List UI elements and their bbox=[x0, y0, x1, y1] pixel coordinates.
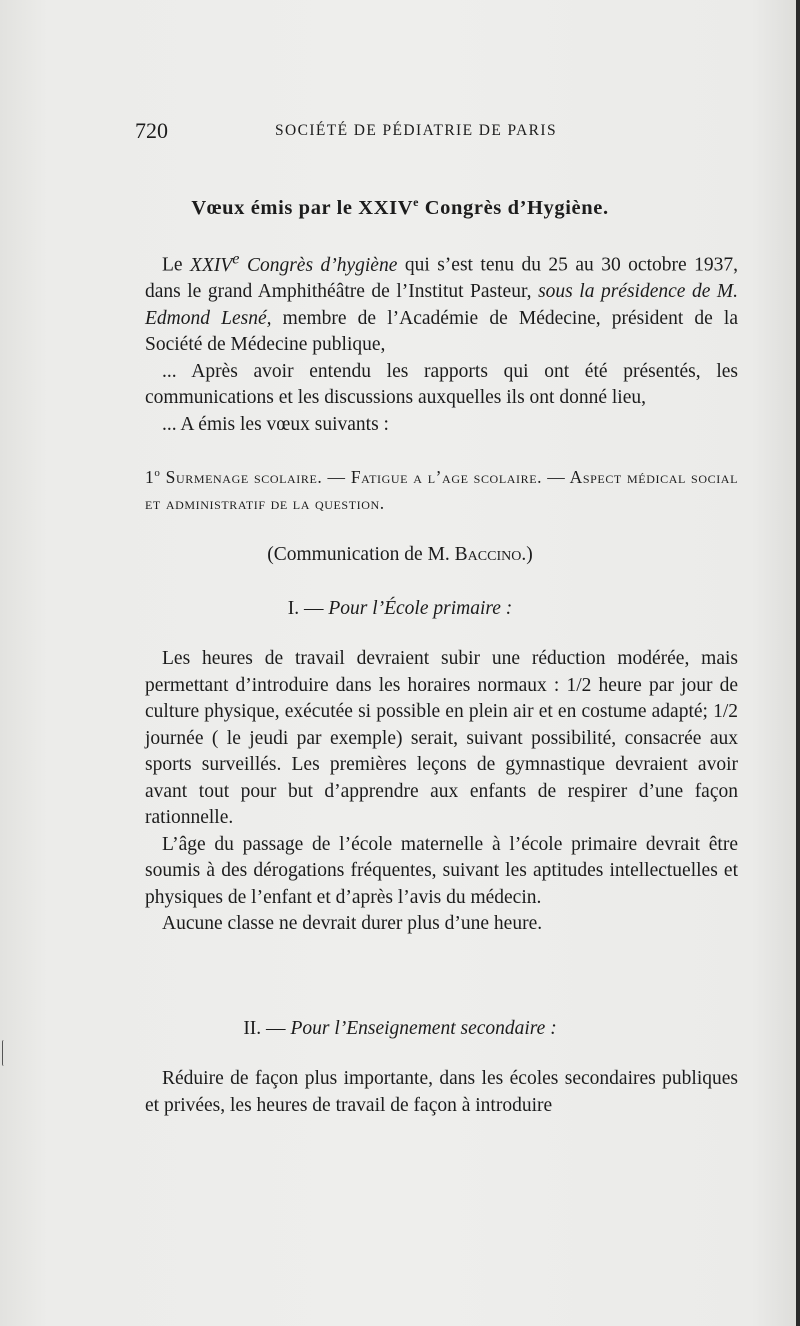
section-number-sup: o bbox=[154, 467, 161, 479]
intro-em-2: Congrès d’hygiène bbox=[239, 254, 398, 276]
intro-em-3: sous la présidence de M. Edmond Lesné, bbox=[145, 281, 738, 329]
secondary-section-text bbox=[145, 1066, 738, 1119]
primary-paragraph-1: Les heures de travail devraient subir une réduction modérée, mais permettant d’introduire dans les horaires normaux : 1/2 heure par jour de culture physique, exécutée si possible en plein air et en costume adapté; 1/2 journée ( le jeudi par exemple) serait, suivant possibilité, consacrée aux sports surveillés. Les premières leçons de gymnastique devraient avoir avant tout pour but d’apprendre aux enfants de respirer d’une façon rationnelle. bbox=[145, 648, 738, 828]
section-number: 1 bbox=[145, 466, 155, 487]
intro-paragraph-2: ... Après avoir entendu les rapports qui ont été présentés, les communications et les discussions auxquelles ils ont donné lieu, bbox=[145, 360, 738, 408]
communication-credit bbox=[0, 544, 800, 566]
intro-em-1-sup: e bbox=[232, 249, 240, 267]
subheading-primary-num: I. — bbox=[287, 598, 329, 619]
section-heading-text: Surmenage scolaire. — Fatigue a l’age scolaire. — Aspect médical social et administratif de la question. bbox=[145, 466, 738, 514]
running-title: SOCIÉTÉ DE PÉDIATRIE DE PARIS bbox=[275, 122, 558, 139]
secondary-paragraph-1: Réduire de façon plus importante, dans les écoles secondaires publiques et privées, les heures de travail de façon à introduire bbox=[145, 1068, 738, 1116]
subheading-secondary bbox=[0, 1018, 800, 1040]
primary-paragraph-2: L’âge du passage de l’école maternelle à l’école primaire devrait être soumis à des dérogations fréquentes, suivant les aptitudes intellectuelles et physiques de l’enfant et d’après l’avis du médecin. bbox=[145, 833, 738, 908]
intro-paragraph-3: ... A émis les vœux suivants : bbox=[162, 413, 389, 435]
subheading-primary bbox=[0, 598, 800, 620]
intro-text-a: Le bbox=[162, 254, 191, 276]
intro-em-1 bbox=[190, 249, 398, 276]
title-sup: e bbox=[413, 195, 420, 209]
subheading-secondary-num: II. — bbox=[243, 1018, 291, 1039]
subheading-secondary-text: Pour l’Enseignement secondaire : bbox=[290, 1018, 557, 1039]
intro-text-b: qui s’est tenu du 25 au 30 octobre 1937, dans le grand Amphithéâtre de l’Institut Pasteur, bbox=[145, 254, 738, 302]
intro-text bbox=[145, 245, 738, 438]
primary-paragraph-3: Aucune classe ne devrait durer plus d’une heure. bbox=[162, 913, 543, 934]
primary-section-text bbox=[145, 646, 738, 938]
communication-author: Baccino bbox=[454, 544, 522, 565]
communication-end: .) bbox=[521, 544, 533, 565]
intro-em-1-text: XXIV bbox=[190, 254, 233, 276]
subheading-primary-text: Pour l’École primaire : bbox=[328, 598, 513, 619]
article-title bbox=[0, 195, 800, 220]
margin-mark bbox=[2, 1040, 6, 1066]
title-post: Congrès d’Hygiène. bbox=[419, 196, 609, 219]
intro-text-c: membre de l’Académie de Médecine, président de la Société de Médecine publique, bbox=[145, 307, 738, 355]
title-pre: Vœux émis par le XXIV bbox=[191, 196, 414, 219]
running-header bbox=[135, 118, 743, 144]
communication-text: (Communication de M. bbox=[267, 544, 455, 565]
section-heading bbox=[145, 460, 738, 517]
intro-paragraph-1 bbox=[145, 245, 738, 359]
page-number: 720 bbox=[135, 118, 168, 143]
